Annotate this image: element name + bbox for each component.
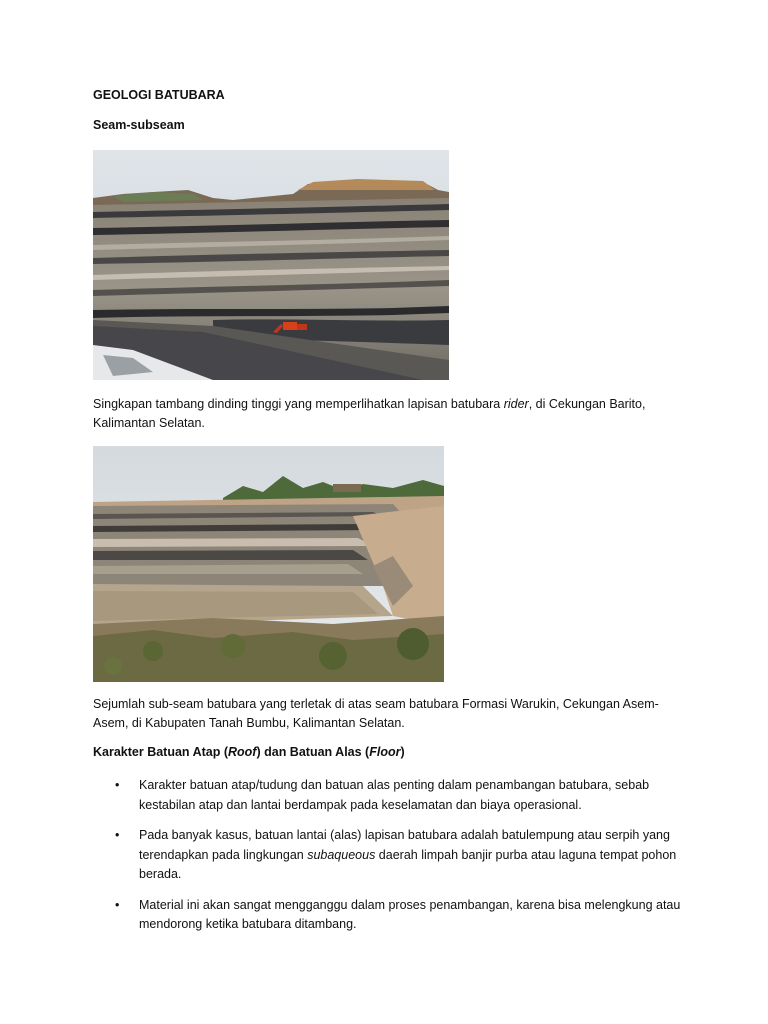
photo2-caption: Sejumlah sub-seam batubara yang terletak di atas seam batubara Formasi Warukin, Cekungan Asem-Asem, di Kabupaten Tanah Bumbu, Kalimantan Selatan. bbox=[93, 697, 659, 730]
caption1-text-end: , di Cekungan Barito, Kalimantan Selatan. bbox=[93, 397, 646, 430]
bullet-item bbox=[93, 826, 683, 885]
bullet-item bbox=[93, 896, 683, 935]
bullet-marker: • bbox=[115, 778, 120, 792]
caption1-italic: rider bbox=[503, 397, 529, 411]
section-heading-suffix: ) bbox=[400, 745, 405, 759]
document-title: GEOLOGI BATUBARA bbox=[93, 88, 225, 102]
bullet-text: Pada banyak kasus, batuan lantai (alas) lapisan batubara adalah batulempung atau serpih yang terendapkan pada lingkungan bbox=[139, 828, 670, 862]
bullet-marker: • bbox=[115, 897, 120, 912]
section-heading-prefix: Karakter Batuan Atap ( bbox=[93, 745, 228, 759]
bullet-text: Material ini akan sangat mengganggu dalam proses penambangan, karena bisa melengkung atau mendorong ketika batubara ditambang. bbox=[139, 897, 681, 931]
section-heading-middle: ) dan Batuan Alas ( bbox=[256, 745, 370, 759]
section-heading bbox=[93, 745, 405, 759]
section-heading-floor: Floor bbox=[369, 745, 401, 759]
bullet-list bbox=[93, 776, 683, 946]
bullet-item bbox=[93, 776, 683, 815]
bullet-marker: • bbox=[115, 828, 120, 842]
flooded-pit-photo bbox=[93, 446, 444, 682]
open-pit-highwall-image bbox=[93, 150, 449, 380]
caption1-text: Singkapan tambang dinding tinggi yang memperlihatkan lapisan batubara bbox=[93, 397, 504, 411]
open-pit-highwall-photo bbox=[93, 150, 449, 380]
flooded-pit-image bbox=[93, 446, 444, 682]
photo1-caption bbox=[93, 395, 683, 433]
section-subtitle: Seam-subseam bbox=[93, 118, 185, 132]
section-heading-roof: Roof bbox=[228, 745, 257, 759]
bullet-text-italic: subaqueous bbox=[307, 847, 376, 862]
bullet-text-end: daerah limpah banjir purba atau laguna tempat pohon berada. bbox=[139, 847, 677, 881]
bullet-text: Karakter batuan atap/tudung dan batuan alas penting dalam penambangan batubara, sebab kestabilan atap dan lantai berdampak pada keselamatan dan biaya operasional. bbox=[139, 778, 650, 812]
